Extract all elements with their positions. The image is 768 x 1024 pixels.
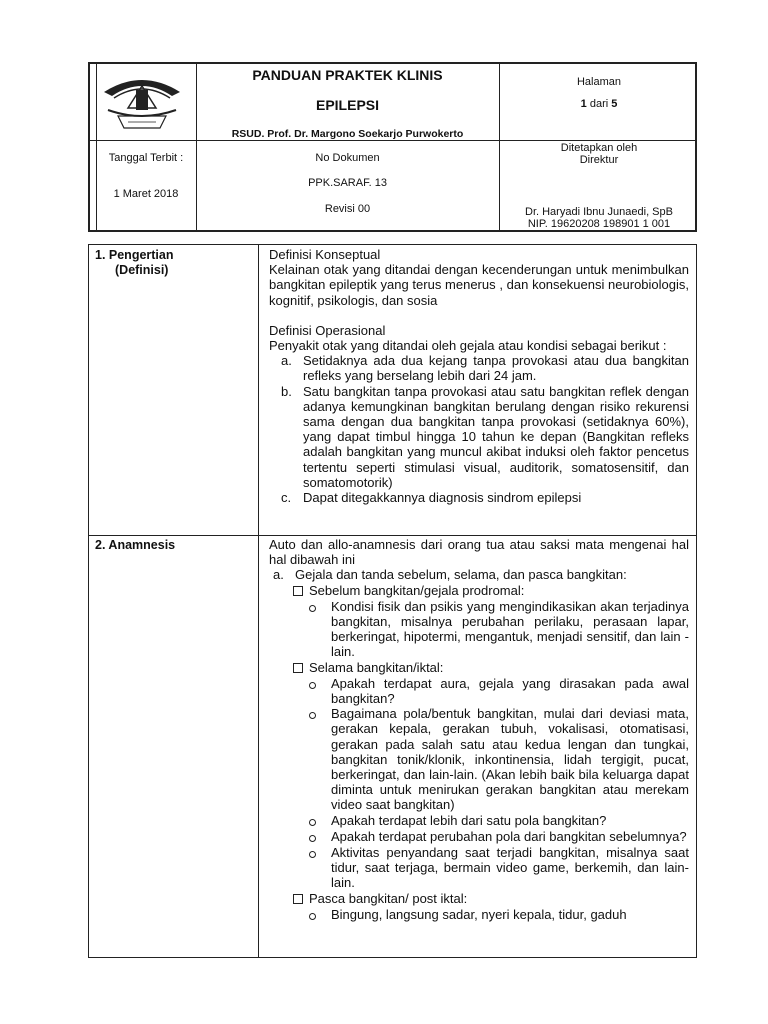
list-item: Apakah terdapat perubahan pola dari bangkitan sebelumnya?: [269, 829, 689, 845]
list-item: c. Dapat ditegakkannya diagnosis sindrom epilepsi: [281, 490, 582, 506]
bullet-icon: [309, 605, 316, 612]
document-subtitle: EPILEPSI: [315, 97, 380, 113]
section-label-definisi: (Definisi): [115, 263, 169, 277]
list-item: Pasca bangkitan/ post iktal:: [269, 891, 689, 907]
list-item: b. Satu bangkitan tanpa provokasi atau satu bangkitan reflek dengan adanya kemungkinan bangkitan berulang dengan risiko rekurensi sama dengan dua bangkitan tanpa provokasi (setidaknya 60%), yang dapat timbul hingga 10 tahun ke depan (Bangkitan refleks adalah bangkitan yang muncul akibat induksi oleh faktor pencetus tertentu seperti stimulasi visual, auditorik, somatosensitif, dan somatomotorik): [281, 383, 689, 490]
content-table: [88, 244, 697, 958]
page-label: Halaman: [576, 76, 622, 88]
list-item: a. Setidaknya ada dua kejang tanpa provokasi atau dua bangkitan refleks yang berselang lebih dari 24 jam.: [281, 353, 689, 384]
doc-number: PPK.SARAF. 13: [308, 177, 387, 189]
list-item: Sebelum bangkitan/gejala prodromal:: [269, 583, 689, 599]
set-by-label: Ditetapkan oleh: [560, 142, 638, 154]
list-item: Kondisi fisik dan psikis yang mengindikasikan akan terjadinya bangkitan, misalnya perubahan perilaku, perasaan lapar, berkeringat, hipotermi, mengantuk, menjadi sensitif, dan lain -lain.: [269, 599, 689, 660]
issue-date: 1 Maret 2018: [113, 188, 179, 200]
hospital-name: RSUD. Prof. Dr. Margono Soekarjo Purwokerto: [231, 128, 464, 140]
director-nip: NIP. 19620208 198901 1 001: [527, 218, 671, 230]
bullet-icon: [309, 913, 316, 920]
definition-conceptual-title: Definisi Konseptual: [269, 247, 381, 262]
checkbox-icon: [293, 663, 303, 673]
list-item: Bagaimana pola/bentuk bangkitan, mulai dari deviasi mata, gerakan kepala, gerakan tubuh, vokalisasi, otomatisasi, gerakan pada salah satu atau kedua lengan dan tungkai, bangkitan tonik/klonik, inkontinensia, lidah tergigit, pucat, berkeringat, dan lain-lain. (Akan lebih baik bila keluarga dapat diminta untuk menirukan gerakan bangkitan atau merekam video saat bangkitan): [269, 706, 689, 812]
bullet-icon: [309, 835, 316, 842]
page-indicator: [499, 98, 699, 110]
list-item: Selama bangkitan/iktal:: [269, 660, 689, 676]
list-item: Apakah terdapat lebih dari satu pola bangkitan?: [269, 813, 689, 829]
list-item: Bingung, langsung sadar, nyeri kepala, tidur, gaduh: [269, 907, 689, 923]
hospital-logo: [98, 72, 186, 134]
section-label-anamnesis: 2. Anamnesis: [95, 538, 176, 552]
definition-content: [269, 247, 689, 505]
definition-operational-title: Definisi Operasional: [269, 322, 386, 338]
bullet-icon: [309, 851, 316, 858]
doc-number-label: No Dokumen: [315, 152, 380, 164]
set-by-role: Direktur: [579, 154, 619, 166]
bullet-icon: [309, 819, 316, 826]
revision: Revisi 00: [324, 203, 371, 215]
document-header: [88, 62, 697, 232]
page-of: dari: [589, 98, 609, 110]
bullet-icon: [309, 682, 316, 689]
issue-date-label: Tanggal Terbit :: [108, 152, 184, 164]
checkbox-icon: [293, 586, 303, 596]
definition-operational-text: Penyakit otak yang ditandai oleh gejala atau kondisi sebagai berikut :: [269, 338, 667, 354]
definition-conceptual-text: Kelainan otak yang ditandai dengan kecenderungan untuk menimbulkan bangkitan epileptik yang terus menerus , dan konsekuensi neurobiologis, kognitif, psikologis, dan sosia: [269, 262, 689, 308]
section-label-pengertian: 1. Pengertian: [95, 248, 174, 262]
list-item: Aktivitas penyandang saat terjadi bangkitan, misalnya saat tidur, saat terjaga, bermain video game, berkemih, dan lain-lain.: [269, 845, 689, 891]
anamnesis-content: [269, 537, 689, 923]
page-current: 1: [580, 98, 587, 110]
document-title: PANDUAN PRAKTEK KLINIS: [252, 67, 443, 83]
page-total: 5: [611, 98, 618, 110]
list-item: a. Gejala dan tanda sebelum, selama, dan pasca bangkitan:: [273, 567, 627, 583]
list-item: Apakah terdapat aura, gejala yang dirasakan pada awal bangkitan?: [269, 676, 689, 706]
checkbox-icon: [293, 894, 303, 904]
anamnesis-intro: Auto dan allo-anamnesis dari orang tua atau saksi mata mengenai hal hal dibawah ini: [269, 537, 689, 568]
bullet-icon: [309, 712, 316, 719]
director-name: Dr. Haryadi Ibnu Junaedi, SpB: [525, 206, 673, 218]
